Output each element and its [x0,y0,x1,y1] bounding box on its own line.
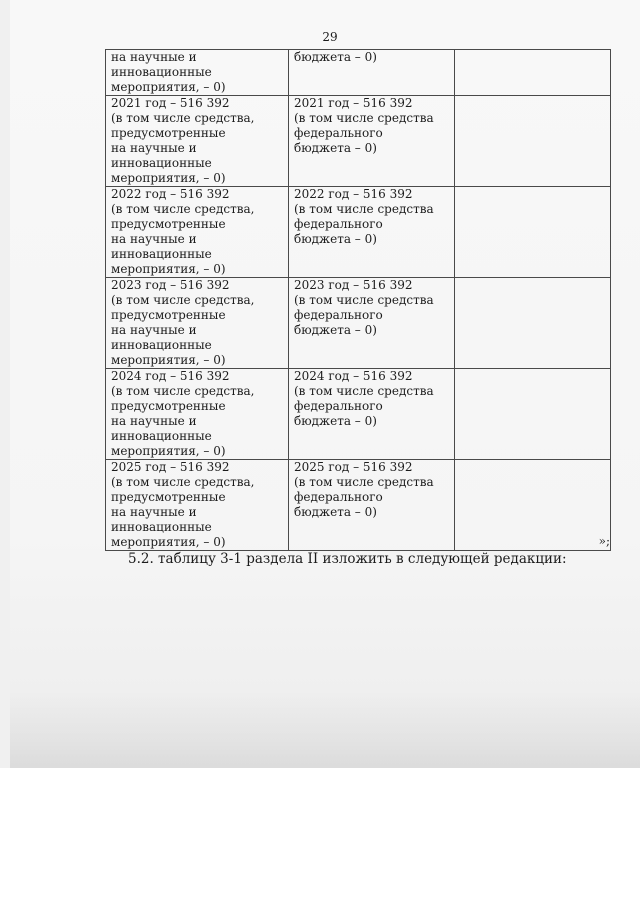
table-row [106,460,611,551]
table-row [106,96,611,187]
table-row [106,187,611,278]
table-cell-total-funding: 2023 год – 516 392 (в том числе средства, предусмотренные на научные и инновационные мероприятия, – 0) [106,278,289,369]
table-cell-federal-funding: 2023 год – 516 392 (в том числе средства федерального бюджета – 0) [289,278,455,369]
table-row [106,369,611,460]
table-cell-total-funding: 2024 год – 516 392 (в том числе средства, предусмотренные на научные и инновационные мероприятия, – 0) [106,369,289,460]
table-cell-federal-funding: 2025 год – 516 392 (в том числе средства федерального бюджета – 0) [289,460,455,551]
table-cell-federal-funding: 2024 год – 516 392 (в том числе средства федерального бюджета – 0) [289,369,455,460]
table-cell-federal-funding: бюджета – 0) [289,50,455,96]
table-cell-empty [455,96,611,187]
table-cell-total-funding: 2022 год – 516 392 (в том числе средства, предусмотренные на научные и инновационные мероприятия, – 0) [106,187,289,278]
funding-table [105,49,611,551]
page-number: 29 [322,30,338,44]
table-row [106,50,611,96]
table-row [106,278,611,369]
table-cell-empty [455,187,611,278]
table-cell-federal-funding: 2021 год – 516 392 (в том числе средства федерального бюджета – 0) [289,96,455,187]
table-cell-federal-funding: 2022 год – 516 392 (в том числе средства федерального бюджета – 0) [289,187,455,278]
table-cell-total-funding: 2021 год – 516 392 (в том числе средства, предусмотренные на научные и инновационные мероприятия, – 0) [106,96,289,187]
amendment-instruction: 5.2. таблицу 3-1 раздела II изложить в следующей редакции: [128,551,567,567]
closing-quote: »; [598,534,610,548]
table-cell-empty [455,278,611,369]
table-cell-empty [455,50,611,96]
table-cell-total-funding: на научные и инновационные мероприятия, – 0) [106,50,289,96]
table-cell-empty [455,369,611,460]
table-cell-total-funding: 2025 год – 516 392 (в том числе средства, предусмотренные на научные и инновационные мероприятия, – 0) [106,460,289,551]
page-shadow [10,690,640,768]
